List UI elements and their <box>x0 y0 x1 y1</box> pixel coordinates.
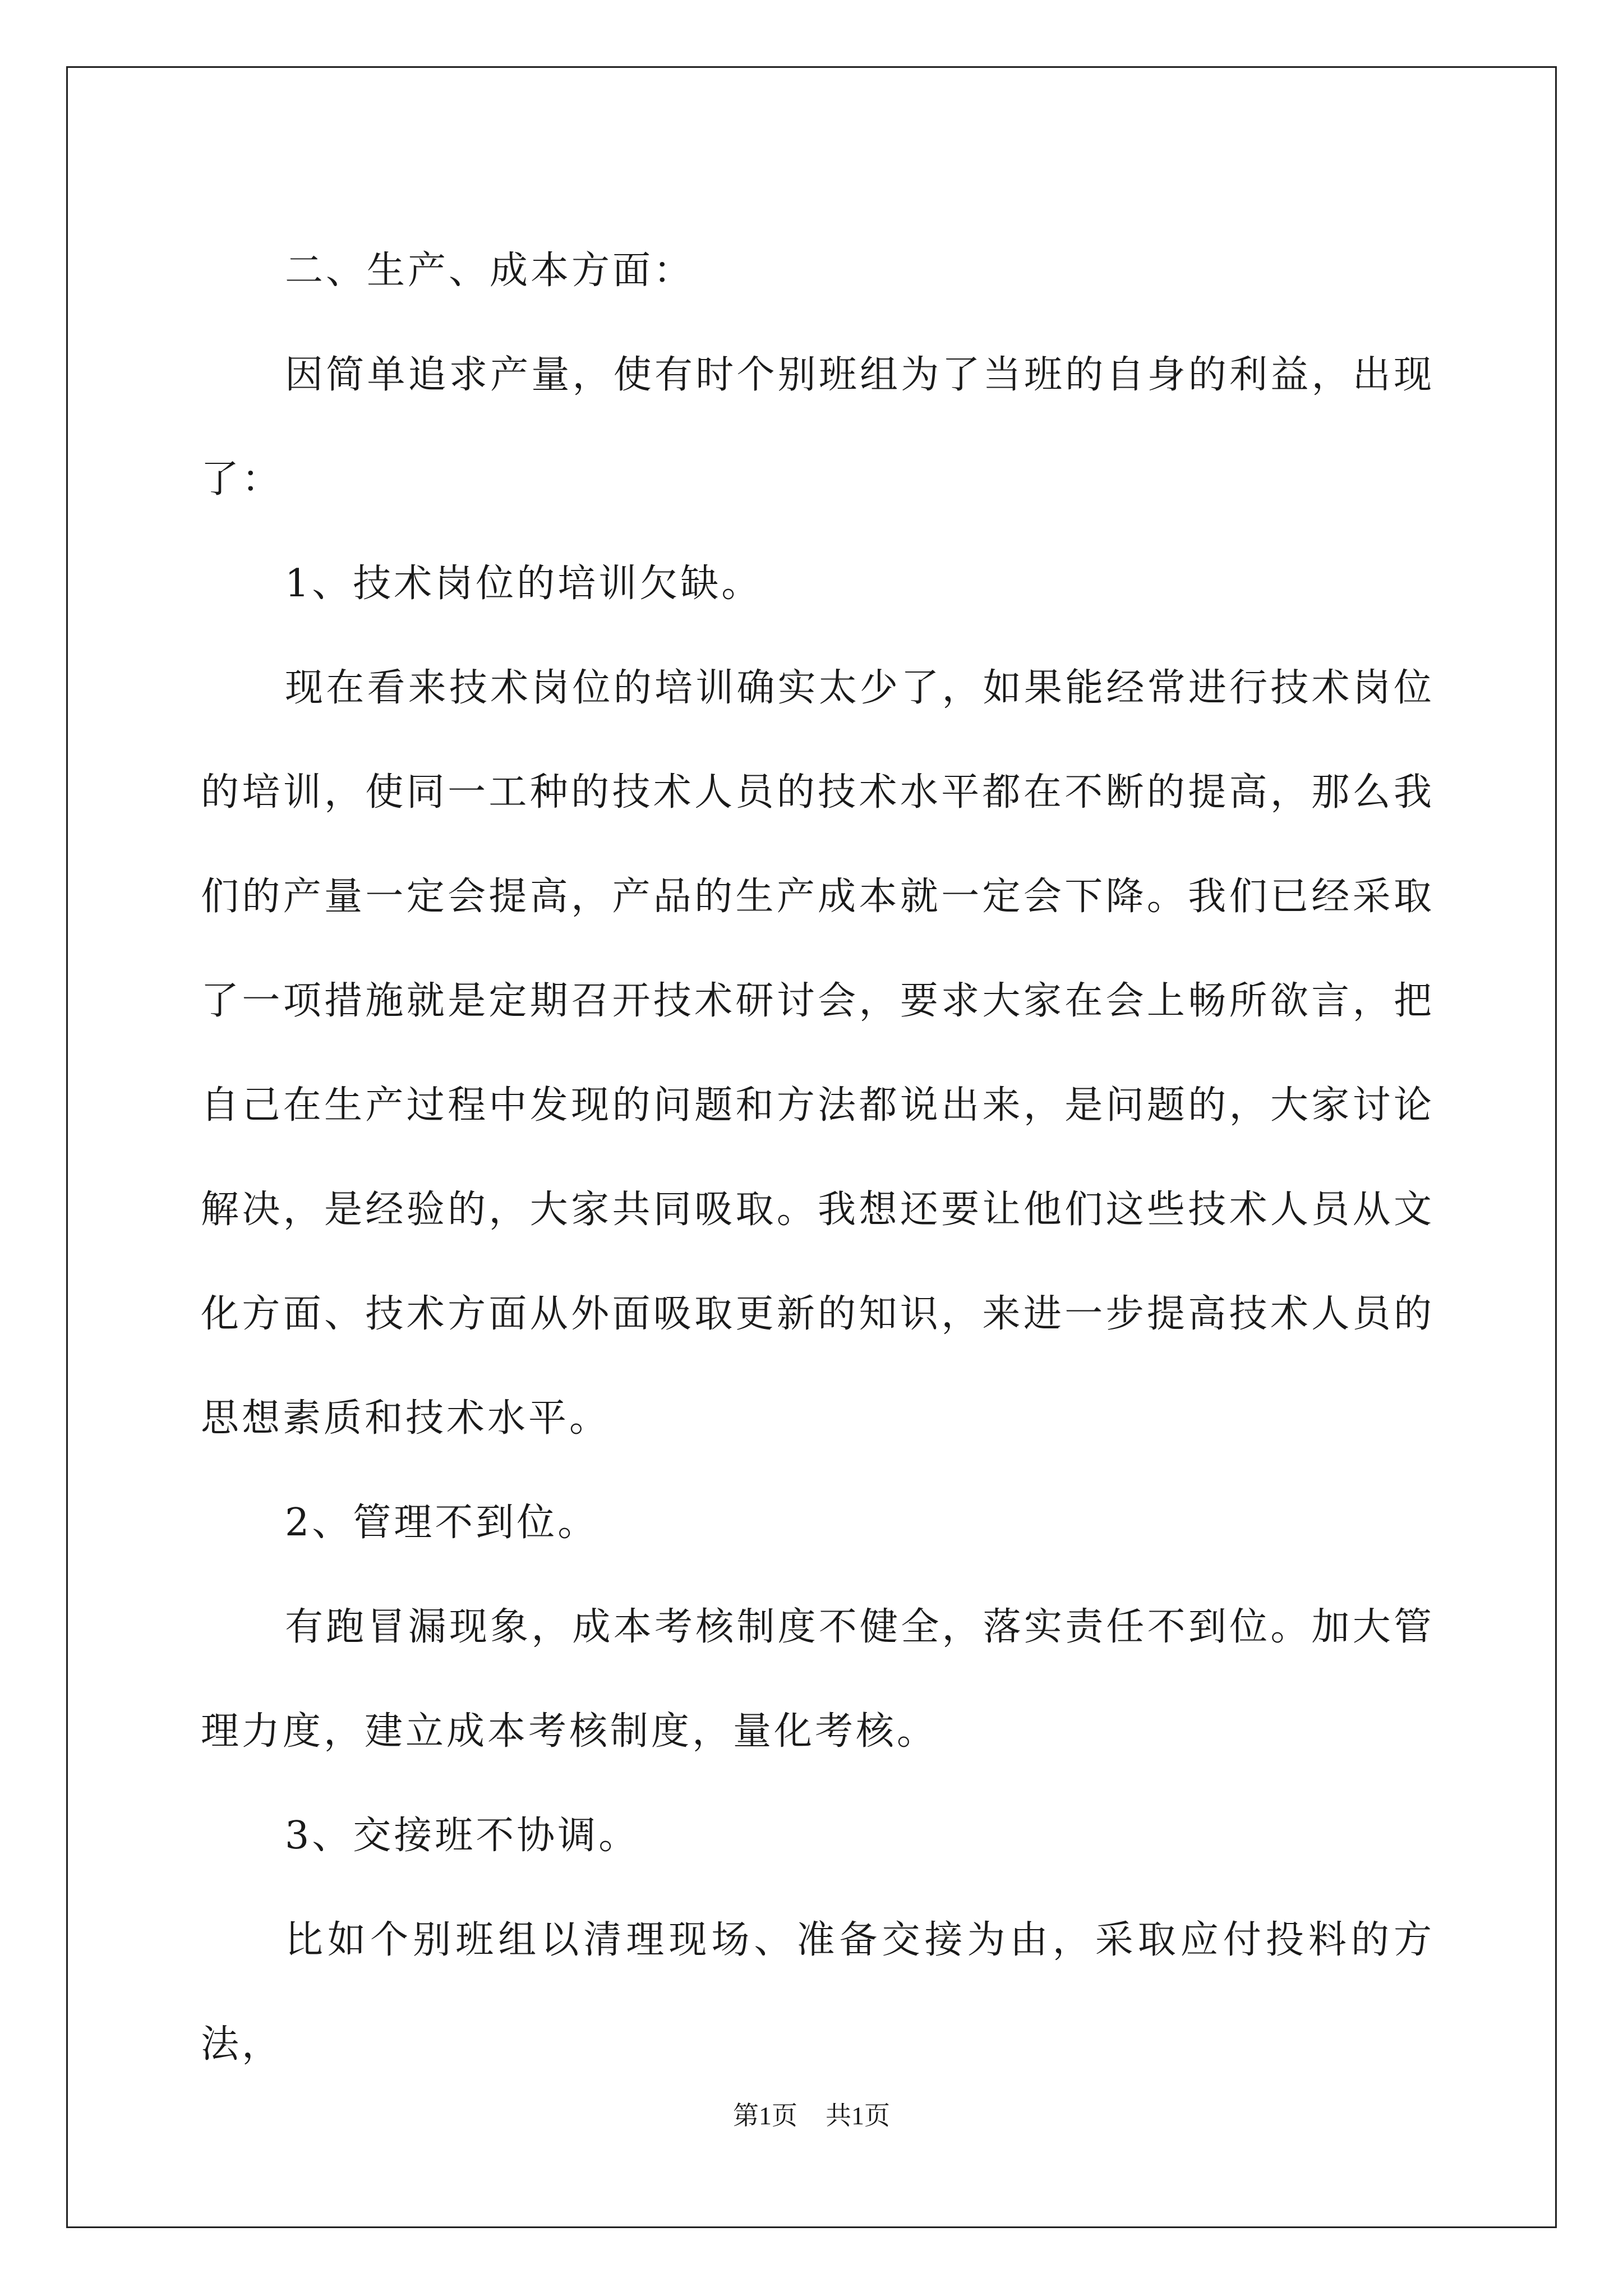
body-paragraph: 现在看来技术岗位的培训确实太少了，如果能经常进行技术岗位的培训，使同一工种的技术人员的技术水平都在不断的提高，那么我们的产量一定会提高，产品的生产成本就一定会下降。我们已经采取了一项措施就是定期召开技术研讨会，要求大家在会上畅所欲言，把自己在生产过程中发现的问题和方法都说出来，是问题的，大家讨论解决，是经验的，大家共同吸取。我想还要让他们这些技术人员从文化方面、技术方面从外面吸取更新的知识，来进一步提高技术人员的思想素质和技术水平。 <box>201 666 1435 1441</box>
page-total: 共1页 <box>826 2101 890 2130</box>
list-heading-1: 1、技术岗位的培训欠缺。 <box>285 562 763 606</box>
page-number: 第1页 <box>733 2101 797 2130</box>
page-footer <box>0 2095 1623 2132</box>
body-paragraph: 比如个别班组以清理现场、准备交接为由，采取应付投料的方法， <box>201 1918 1435 2067</box>
body-paragraph: 因简单追求产量，使有时个别班组为了当班的自身的利益，出现了： <box>201 353 1435 501</box>
body-paragraph: 有跑冒漏现象，成本考核制度不健全，落实责任不到位。加大管理力度，建立成本考核制度，量化考核。 <box>201 1605 1435 1754</box>
section-heading: 二、生产、成本方面： <box>285 249 695 293</box>
document-body <box>201 219 1435 2097</box>
list-heading-2: 2、管理不到位。 <box>285 1501 599 1545</box>
list-heading-3: 3、交接班不协调。 <box>285 1814 640 1858</box>
